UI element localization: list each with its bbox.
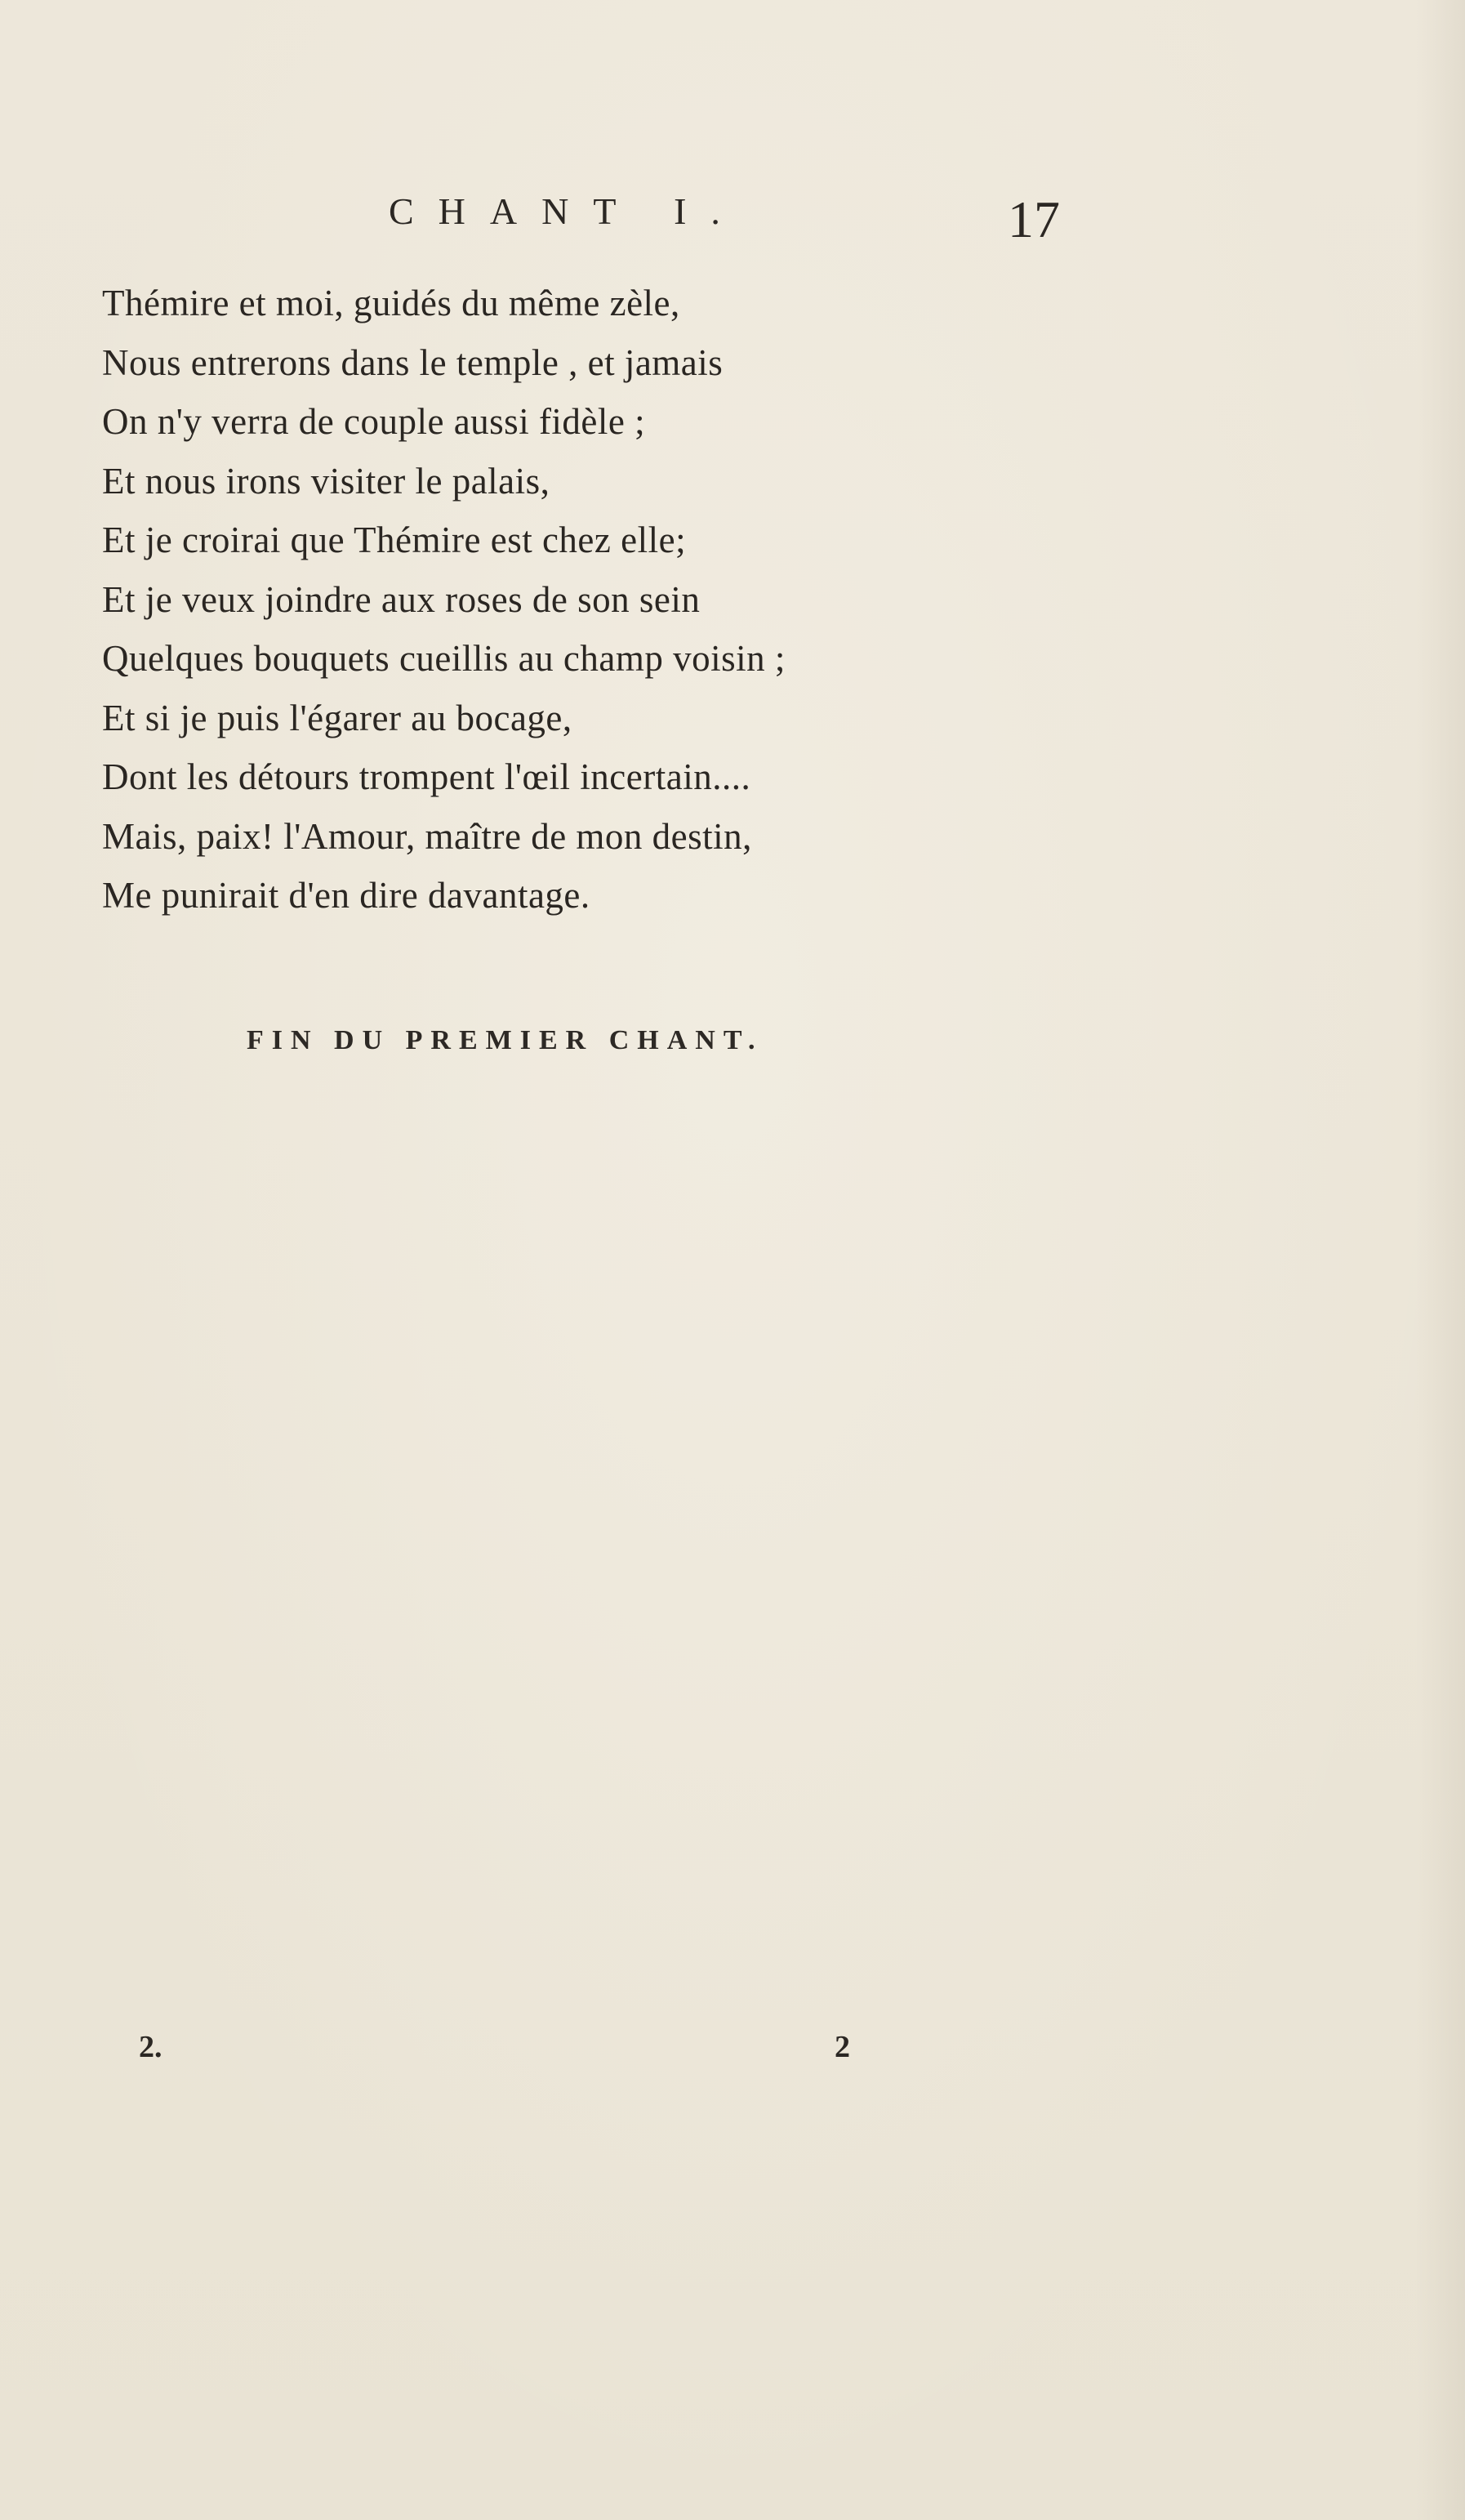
running-title: CHANT I.: [389, 190, 745, 232]
verse-line: Et je croirai que Thémire est chez elle;: [102, 520, 687, 560]
verse-line: Et nous irons visiter le palais,: [102, 460, 550, 502]
signature-mark-left: 2.: [139, 2030, 163, 2064]
colophon: FIN DU PREMIER CHANT.: [247, 1025, 764, 1055]
verse-line: Et je veux joindre aux roses de son sein: [102, 578, 701, 620]
signature-mark-right: 2: [835, 2030, 850, 2064]
verse-line: Me punirait d'en dire davantage.: [102, 875, 590, 916]
verse-line: Quelques bouquets cueillis au champ voisin ;: [102, 638, 786, 679]
verse-line: On n'y verra de couple aussi fidèle ;: [102, 401, 646, 442]
poem-stanza: [102, 274, 1033, 925]
verse-line: Nous entrerons dans le temple , et jamais: [102, 341, 724, 383]
verse-line: Dont les détours trompent l'œil incertain....: [102, 756, 751, 797]
verse-line: Thémire et moi, guidés du même zèle,: [102, 283, 680, 323]
verse-line: Mais, paix! l'Amour, maître de mon destin,: [102, 815, 752, 857]
page-number: 17: [1008, 190, 1060, 248]
verse-line: Et si je puis l'égarer au bocage,: [102, 697, 572, 738]
